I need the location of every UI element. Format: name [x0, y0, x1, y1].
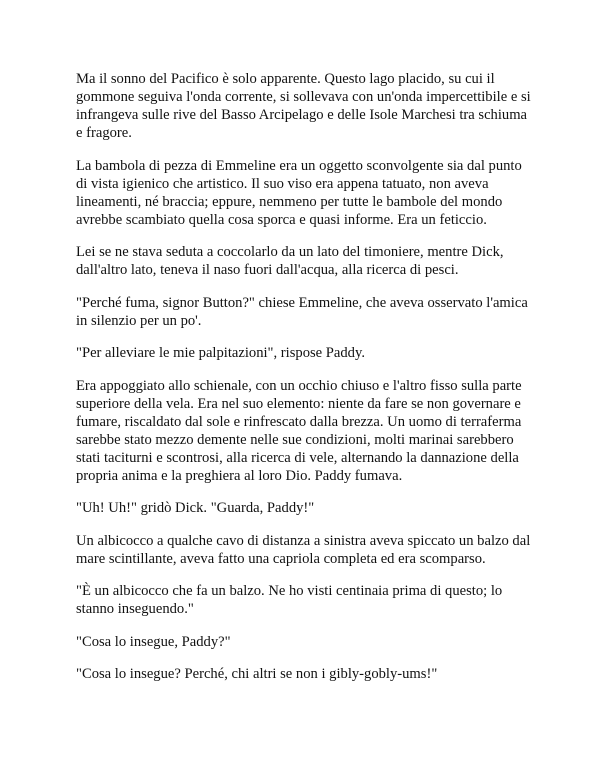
paragraph: "Perché fuma, signor Button?" chiese Emmeline, che aveva osservato l'amica in silenzio per un po'.	[76, 294, 528, 329]
paragraph: "Uh! Uh!" gridò Dick. "Guarda, Paddy!"	[76, 500, 315, 516]
paragraph: Lei se ne stava seduta a coccolarlo da un lato del timoniere, mentre Dick, dall'altro lato, teneva il naso fuori dall'acqua, alla ricerca di pesci.	[76, 244, 504, 278]
paragraph: "Cosa lo insegue? Perché, chi altri se non i gibly-gobly-ums!"	[76, 666, 438, 682]
paragraph: "Per alleviare le mie palpitazioni", rispose Paddy.	[76, 345, 365, 361]
paragraph: Ma il sonno del Pacifico è solo apparente. Questo lago placido, su cui il gommone seguiva l'onda corrente, si sollevava con un'onda impercettibile e si infrangeva sulle rive del Basso Arcipelago e delle Isole Marchesi tra schiuma e fragore.	[76, 71, 531, 141]
paragraph: Era appoggiato allo schienale, con un occhio chiuso e l'altro fisso sulla parte superiore della vela. Era nel suo elemento: niente da fare se non governare e fumare, riscaldato dal sole e rinfrescato dalla brezza. Un uomo di terraferma sarebbe stato mezzo demente nelle sue condizioni, molti marinai sarebbero stati taciturni e scontrosi, alla ricerca di vele, alternando la dannazione della propria anima e la preghiera al loro Dio. Paddy fumava.	[76, 377, 522, 484]
paragraph: "È un albicocco che fa un balzo. Ne ho visti centinaia prima di questo; lo stanno inseguendo."	[76, 583, 503, 617]
paragraph: Un albicocco a qualche cavo di distanza a sinistra aveva spiccato un balzo dal mare scintillante, aveva fatto una capriola completa ed era scomparso.	[76, 532, 531, 567]
paragraph: La bambola di pezza di Emmeline era un oggetto sconvolgente sia dal punto di vista igienico che artistico. Il suo viso era appena tatuato, non aveva lineamenti, né braccia; eppure, nemmeno per tutte le bambole del mondo avrebbe scambiato quella cosa sporca e quasi informe. Era un feticcio.	[76, 157, 522, 228]
paragraph: "Cosa lo insegue, Paddy?"	[76, 633, 231, 650]
document-page	[76, 70, 536, 698]
